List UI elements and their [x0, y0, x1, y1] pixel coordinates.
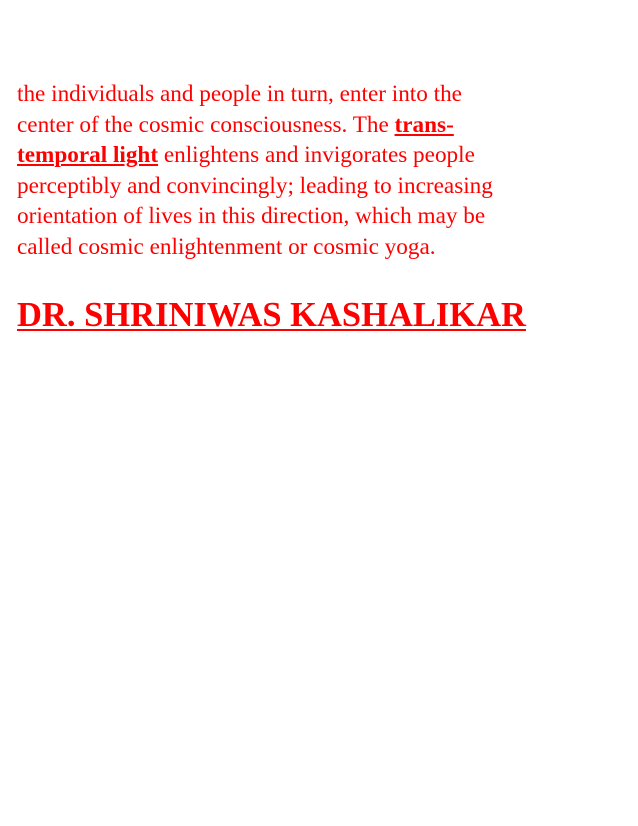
paragraph-line-5 — [17, 201, 617, 232]
paragraph-line-3 — [17, 140, 617, 171]
paragraph-line-2-text: center of the cosmic consciousness. The — [17, 111, 395, 138]
paragraph-line-6 — [17, 232, 617, 263]
paragraph-line-1-text: the individuals and people in turn, enter into the — [17, 81, 462, 107]
paragraph-line-1 — [17, 79, 617, 110]
paragraph-line-5-text: orientation of lives in this direction, which may be — [17, 203, 486, 230]
emphasized-term-temporal-light: temporal light — [17, 142, 159, 169]
paragraph-line-4-text: perceptibly and convincingly; leading to increasing — [17, 172, 493, 199]
emphasized-term-trans: trans- — [394, 111, 454, 138]
paragraph-line-3-text: enlightens and invigorates people — [158, 142, 475, 169]
author-name: DR. SHRINIWAS KASHALIKAR — [17, 296, 526, 334]
paragraph-line-6-text: called cosmic enlightenment or cosmic yoga. — [17, 233, 436, 260]
paragraph-line-2 — [17, 110, 617, 141]
paragraph-line-4 — [17, 171, 617, 202]
body-paragraph — [17, 79, 617, 263]
